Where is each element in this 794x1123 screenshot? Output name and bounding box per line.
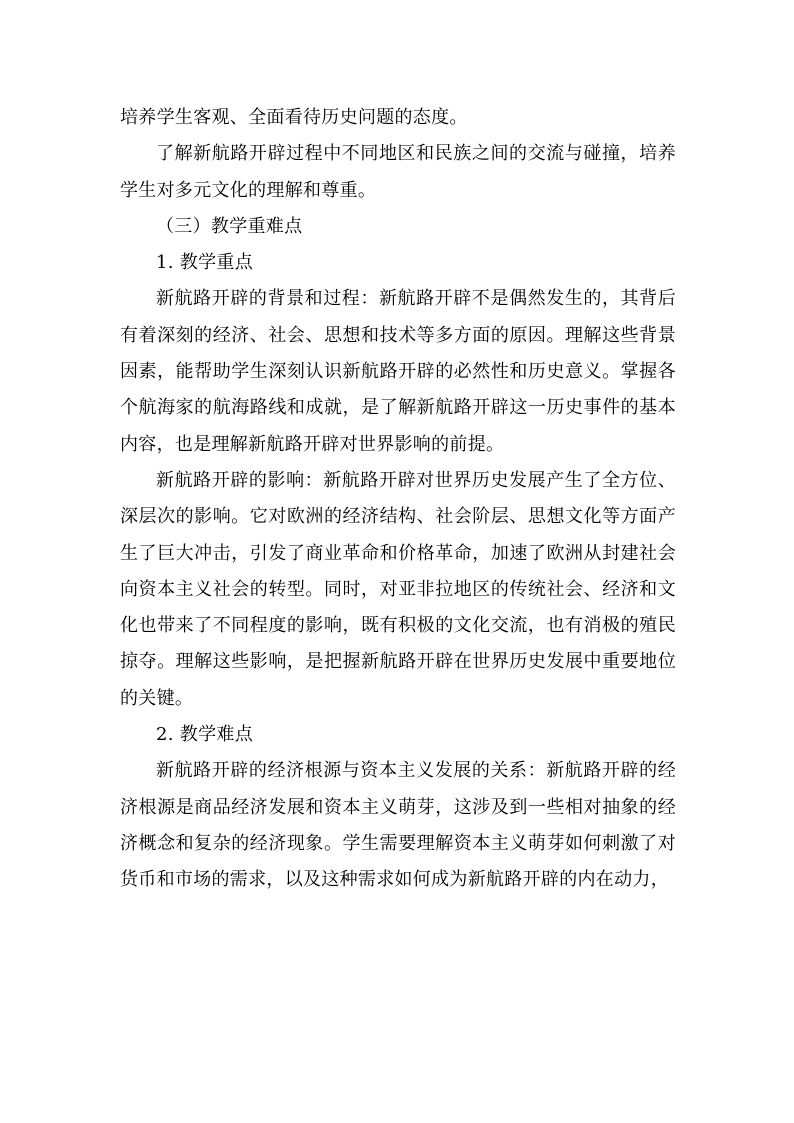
paragraph-multicultural: 了解新航路开辟过程中不同地区和民族之间的交流与碰撞，培养学生对多元文化的理解和尊重。 — [120, 143, 676, 201]
subheading-teaching-difficulty: 2. 教学难点 — [156, 724, 253, 746]
document-body — [120, 100, 676, 899]
paragraph-impact: 新航路开辟的影响：新航路开辟对世界历史发展产生了全方位、深层次的影响。它对欧洲的经济结构、社会阶层、思想文化等方面产生了巨大冲击，引发了商业革命和价格革命，加速了欧洲从封建社会向资本主义社会的转型。同时，对亚非拉地区的传统社会、经济和文化也带来了不同程度的影响，既有积极的文化交流，也有消极的殖民掠夺。理解这些影响，是把握新航路开辟在世界历史发展中重要地位的关键。 — [120, 469, 676, 709]
section-heading-key-difficult-points: （三）教学重难点 — [156, 215, 303, 237]
subheading-teaching-focus: 1. 教学重点 — [156, 252, 253, 274]
paragraph-background-process: 新航路开辟的背景和过程：新航路开辟不是偶然发生的，其背后有着深刻的经济、社会、思想和技术等多方面的原因。理解这些背景因素，能帮助学生深刻认识新航路开辟的必然性和历史意义。掌握各个航海家的航海路线和成就，是了解新航路开辟这一历史事件的基本内容，也是理解新航路开辟对世界影响的前提。 — [120, 288, 676, 455]
paragraph-economic-roots: 新航路开辟的经济根源与资本主义发展的关系：新航路开辟的经济根源是商品经济发展和资本主义萌芽，这涉及到一些相对抽象的经济概念和复杂的经济现象。学生需要理解资本主义萌芽如何刺激了对货币和市场的需求，以及这种需求如何成为新航路开辟的内在动力， — [120, 760, 676, 891]
paragraph-attitude: 培养学生客观、全面看待历史问题的态度。 — [120, 107, 468, 128]
